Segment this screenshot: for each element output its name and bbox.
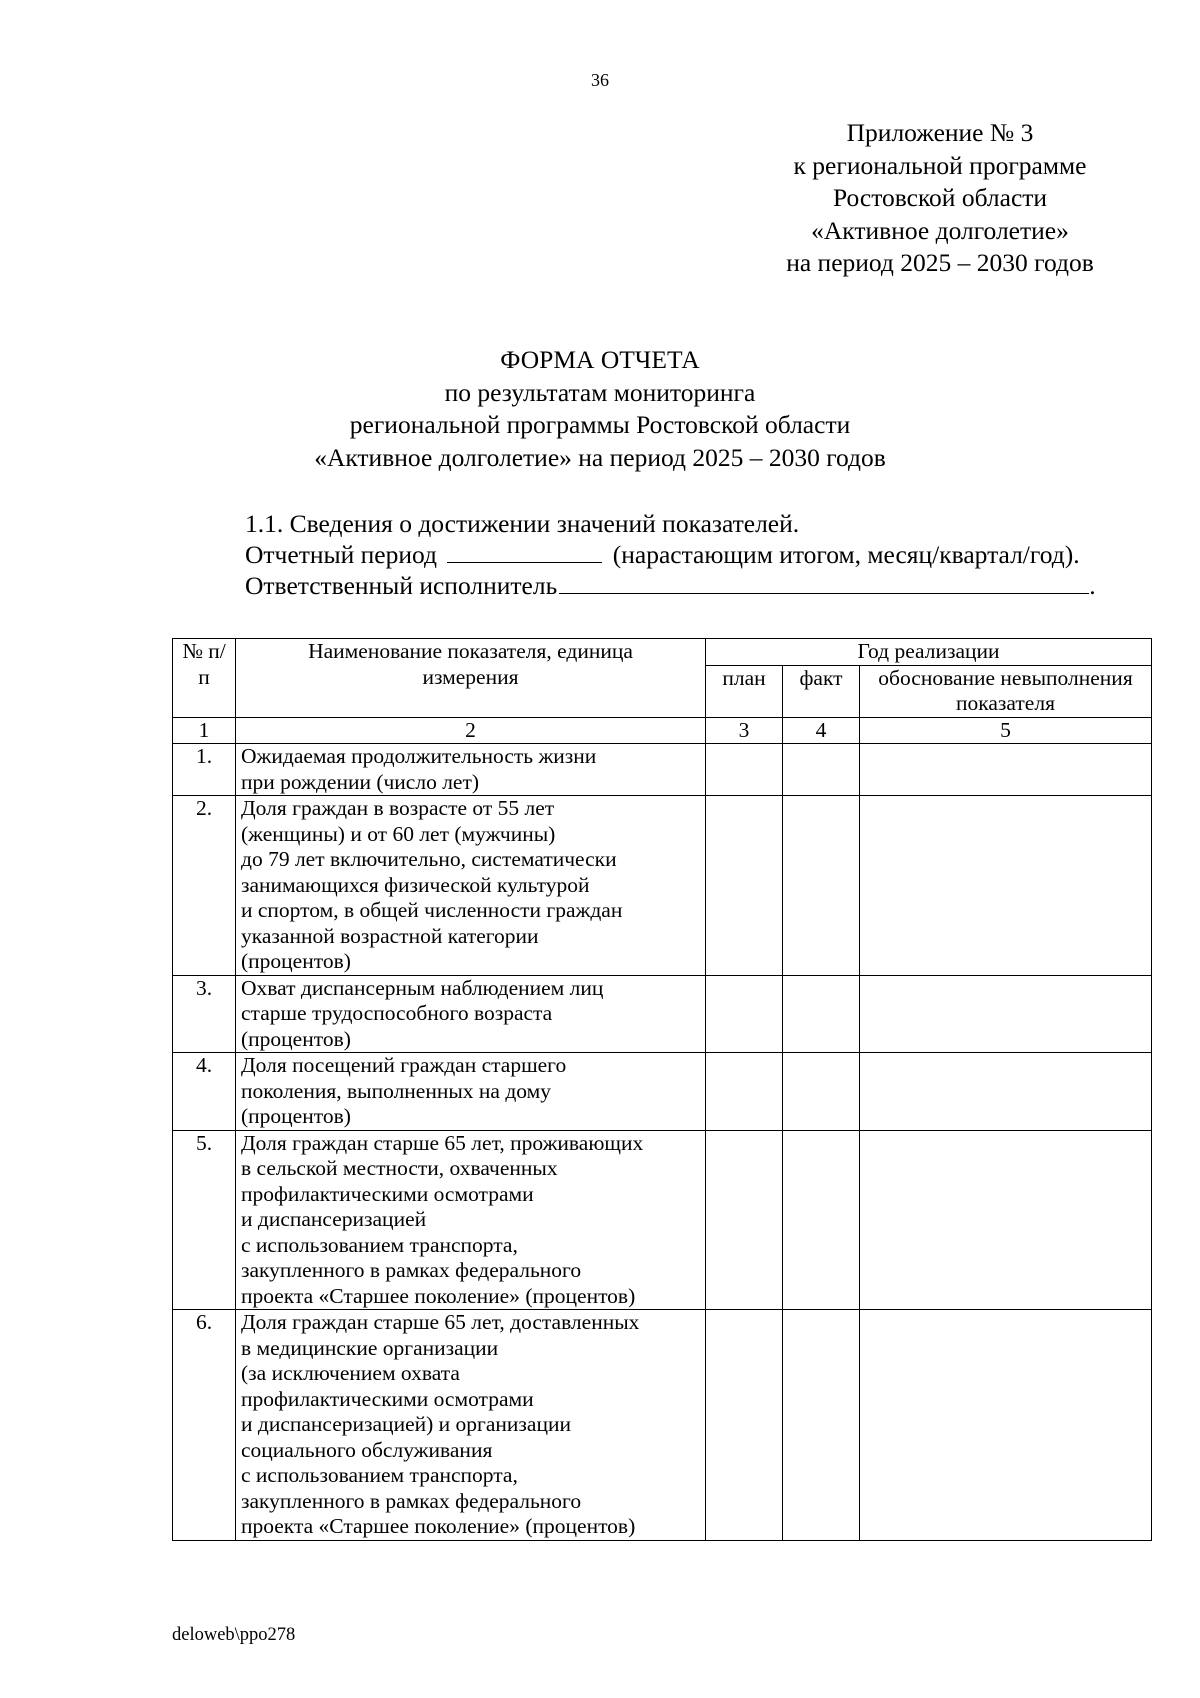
indicator-line: с использованием транспорта, bbox=[241, 1232, 518, 1257]
fact-cell[interactable] bbox=[783, 796, 860, 976]
table-row bbox=[173, 1130, 1152, 1310]
indicator-line: (за исключением охвата bbox=[241, 1361, 460, 1385]
indicator-line: Доля посещений граждан старшего bbox=[241, 1053, 567, 1077]
indicator-line: и спортом, в общей численности граждан bbox=[241, 898, 623, 922]
indicator-name bbox=[236, 796, 706, 976]
indicator-line: поколения, выполненных на дому bbox=[241, 1078, 551, 1103]
header-fact: факт bbox=[783, 665, 860, 717]
period-note: (нарастающим итогом, месяц/квартал/год). bbox=[612, 540, 1080, 569]
appendix-line: на период 2025 – 2030 годов bbox=[786, 248, 1094, 277]
indicator-name bbox=[236, 1130, 706, 1310]
column-number: 4 bbox=[783, 717, 860, 744]
table-row bbox=[173, 744, 1152, 796]
indicator-line: Доля граждан старше 65 лет, доставленных bbox=[241, 1310, 640, 1334]
row-number: 2. bbox=[173, 796, 236, 976]
form-title bbox=[0, 344, 1200, 474]
header-plan: план bbox=[706, 665, 783, 717]
report-info bbox=[245, 508, 1145, 601]
section-heading: 1.1. Сведения о достижении значений показателей. bbox=[245, 509, 800, 538]
plan-cell[interactable] bbox=[706, 1053, 783, 1131]
column-number: 3 bbox=[706, 717, 783, 744]
indicator-line: профилактическими осмотрами bbox=[241, 1386, 534, 1411]
reason-cell[interactable] bbox=[860, 796, 1152, 976]
indicator-line: социального обслуживания bbox=[241, 1437, 493, 1462]
fact-cell[interactable] bbox=[783, 1053, 860, 1131]
indicator-line: проекта «Старшее поколение» (процентов) bbox=[241, 1514, 636, 1538]
indicator-name bbox=[236, 1310, 706, 1541]
fact-cell[interactable] bbox=[783, 975, 860, 1053]
table-header-row bbox=[173, 639, 1152, 666]
column-number: 2 bbox=[236, 717, 706, 744]
period-line bbox=[245, 539, 1145, 570]
indicator-line: с использованием транспорта, bbox=[241, 1463, 518, 1487]
indicator-name bbox=[236, 1053, 706, 1131]
executor-label: Ответственный исполнитель bbox=[245, 571, 558, 600]
indicator-name bbox=[236, 975, 706, 1053]
plan-cell[interactable] bbox=[706, 1130, 783, 1310]
indicator-line: занимающихся физической культурой bbox=[241, 872, 590, 897]
header-year: Год реализации bbox=[706, 639, 1152, 666]
table-row bbox=[173, 1310, 1152, 1541]
appendix-line: к региональной программе bbox=[793, 150, 1087, 180]
table-row bbox=[173, 975, 1152, 1053]
row-number: 5. bbox=[173, 1130, 236, 1310]
indicator-line: в медицинские организации bbox=[241, 1335, 499, 1360]
indicators-table bbox=[172, 638, 1152, 1541]
reason-cell[interactable] bbox=[860, 1053, 1152, 1131]
plan-cell[interactable] bbox=[706, 744, 783, 796]
indicator-line: (процентов) bbox=[241, 949, 351, 973]
fact-cell[interactable] bbox=[783, 744, 860, 796]
header-num: № п/п bbox=[173, 639, 236, 718]
indicator-line: до 79 лет включительно, систематически bbox=[241, 847, 617, 871]
indicator-line: (процентов) bbox=[241, 1026, 351, 1051]
indicator-line: при рождении (число лет) bbox=[241, 769, 480, 794]
indicator-line: в сельской местности, охваченных bbox=[241, 1156, 558, 1180]
indicator-line: закупленного в рамках федерального bbox=[241, 1488, 582, 1513]
indicator-line: и диспансеризацией bbox=[241, 1207, 427, 1231]
plan-cell[interactable] bbox=[706, 1310, 783, 1541]
column-numbers-row bbox=[173, 717, 1152, 744]
indicator-line: (женщины) и от 60 лет (мужчины) bbox=[241, 821, 556, 846]
plan-cell[interactable] bbox=[706, 796, 783, 976]
plan-cell[interactable] bbox=[706, 975, 783, 1053]
indicator-name bbox=[236, 744, 706, 796]
header-name: Наименование показателя, единица измерения bbox=[236, 639, 706, 718]
indicator-line: Ожидаемая продолжительность жизни bbox=[241, 744, 597, 768]
period-blank-field[interactable] bbox=[447, 540, 602, 563]
row-number: 6. bbox=[173, 1310, 236, 1541]
executor-line bbox=[245, 570, 1145, 601]
executor-end: . bbox=[1089, 571, 1096, 600]
row-number: 1. bbox=[173, 744, 236, 796]
indicator-line: Доля граждан старше 65 лет, проживающих bbox=[241, 1130, 644, 1155]
indicator-line: проекта «Старшее поколение» (процентов) bbox=[241, 1283, 636, 1308]
appendix-line: Приложение № 3 bbox=[846, 118, 1034, 147]
document-footer: deloweb\ppo278 bbox=[172, 1625, 296, 1645]
appendix-line: Ростовской области bbox=[832, 183, 1048, 212]
executor-blank-field[interactable] bbox=[559, 571, 1089, 594]
reason-cell[interactable] bbox=[860, 975, 1152, 1053]
indicator-line: Доля граждан в возрасте от 55 лет bbox=[241, 796, 555, 820]
table-row bbox=[173, 1053, 1152, 1131]
period-label: Отчетный период bbox=[245, 540, 437, 569]
indicator-line: профилактическими осмотрами bbox=[241, 1181, 534, 1206]
form-title-line: по результатам мониторинга bbox=[444, 377, 756, 407]
reason-cell[interactable] bbox=[860, 1310, 1152, 1541]
table-row bbox=[173, 796, 1152, 976]
column-number: 5 bbox=[860, 717, 1152, 744]
indicator-line: старше трудоспособного возраста bbox=[241, 1001, 553, 1025]
indicator-line: указанной возрастной категории bbox=[241, 923, 539, 948]
form-title-line: региональной программы Ростовской области bbox=[349, 410, 851, 439]
indicator-line: и диспансеризацией) и организации bbox=[241, 1412, 571, 1436]
page-number: 36 bbox=[591, 70, 609, 90]
indicator-line: (процентов) bbox=[241, 1104, 351, 1128]
indicator-line: закупленного в рамках федерального bbox=[241, 1258, 582, 1282]
form-title-line: «Активное долголетие» на период 2025 – 2030 годов bbox=[314, 442, 886, 472]
fact-cell[interactable] bbox=[783, 1130, 860, 1310]
indicator-line: Охват диспансерным наблюдением лиц bbox=[241, 975, 604, 1000]
reason-cell[interactable] bbox=[860, 744, 1152, 796]
row-number: 3. bbox=[173, 975, 236, 1053]
row-number: 4. bbox=[173, 1053, 236, 1131]
form-title-line: ФОРМА ОТЧЕТА bbox=[500, 345, 700, 374]
column-number: 1 bbox=[173, 717, 236, 744]
fact-cell[interactable] bbox=[783, 1310, 860, 1541]
reason-cell[interactable] bbox=[860, 1130, 1152, 1310]
appendix-line: «Активное долголетие» bbox=[811, 215, 1069, 245]
appendix-block bbox=[720, 117, 1160, 280]
header-reason: обоснование невыполнения показателя bbox=[860, 665, 1152, 717]
